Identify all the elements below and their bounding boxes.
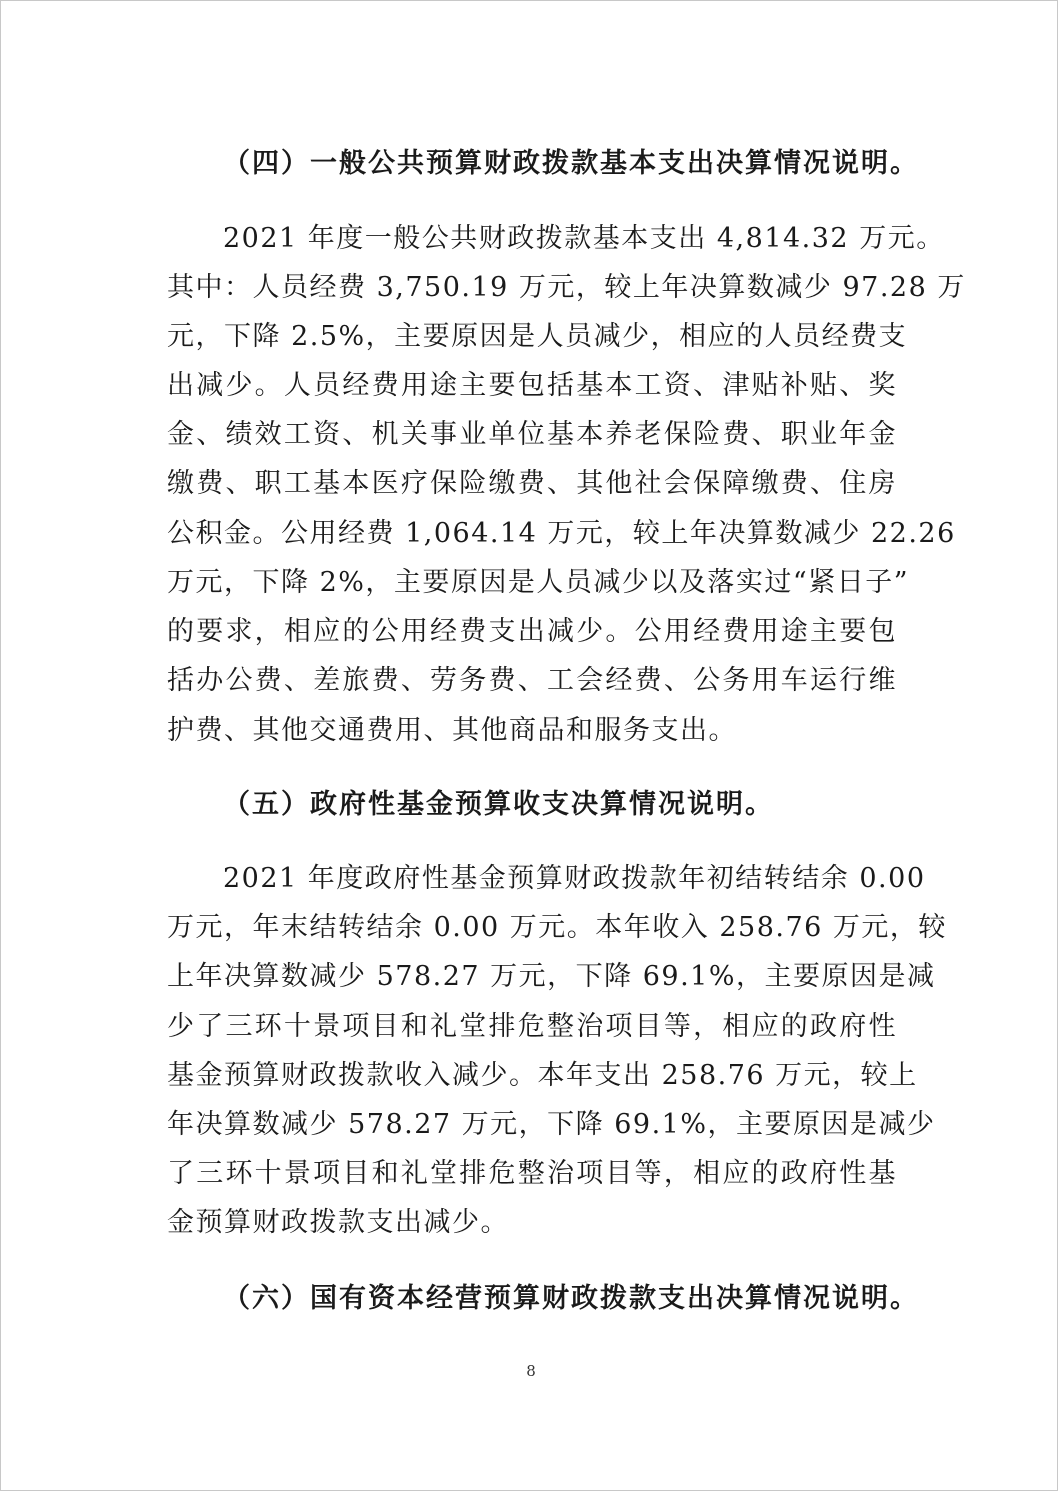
section-4-line-11: 护费、其他交通费用、其他商品和服务支出。 [167, 715, 737, 746]
section-4-line-2: 其中：人员经费 3,750.19 万元，较上年决算数减少 97.28 万 [167, 272, 966, 303]
page-number: 8 [526, 1362, 536, 1380]
section-4-line-4: 出减少。人员经费用途主要包括基本工资、津贴补贴、奖 [167, 370, 897, 401]
section-4-line-3: 元，下降 2.5%，主要原因是人员减少，相应的人员经费支 [167, 321, 908, 352]
section-4-line-1: 2021 年度一般公共财政拨款基本支出 4,814.32 万元。 [223, 223, 945, 254]
section-4-heading: （四）一般公共预算财政拨款基本支出决算情况说明。 [223, 148, 919, 179]
section-5-heading: （五）政府性基金预算收支决算情况说明。 [223, 789, 774, 820]
section-4-line-10: 括办公费、差旅费、劳务费、工会经费、公务用车运行维 [167, 665, 897, 696]
section-4-line-9: 的要求，相应的公用经费支出减少。公用经费用途主要包 [167, 616, 897, 647]
section-5-line-8: 金预算财政拨款支出减少。 [167, 1207, 509, 1238]
section-6-heading: （六）国有资本经营预算财政拨款支出决算情况说明。 [223, 1283, 919, 1314]
section-5-line-6: 年决算数减少 578.27 万元，下降 69.1%，主要原因是减少 [167, 1109, 936, 1140]
section-4-line-8: 万元，下降 2%，主要原因是人员减少以及落实过“紧日子” [167, 567, 910, 598]
section-5-line-4: 少了三环十景项目和礼堂排危整治项目等，相应的政府性 [167, 1011, 897, 1042]
section-5-line-2: 万元，年末结转结余 0.00 万元。本年收入 258.76 万元，较 [167, 912, 947, 943]
section-5-line-3: 上年决算数减少 578.27 万元，下降 69.1%，主要原因是减 [167, 961, 936, 992]
section-5-line-7: 了三环十景项目和礼堂排危整治项目等，相应的政府性基 [167, 1158, 897, 1189]
section-4-line-7: 公积金。公用经费 1,064.14 万元，较上年决算数减少 22.26 [167, 518, 956, 549]
section-5-line-1: 2021 年度政府性基金预算财政拨款年初结转结余 0.00 [223, 863, 926, 894]
section-4-line-6: 缴费、职工基本医疗保险缴费、其他社会保障缴费、住房 [167, 468, 897, 499]
section-5-line-5: 基金预算财政拨款收入减少。本年支出 258.76 万元，较上 [167, 1060, 918, 1091]
section-4-line-5: 金、绩效工资、机关事业单位基本养老保险费、职业年金 [167, 419, 897, 450]
